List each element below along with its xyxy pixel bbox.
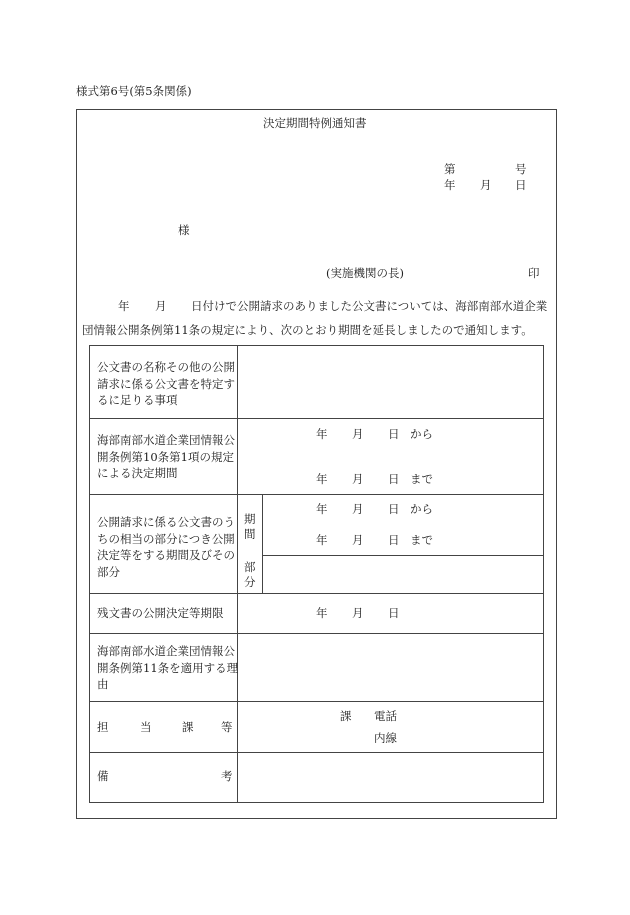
- extension-label: 内線: [374, 731, 397, 745]
- part-label: 部分: [244, 560, 256, 589]
- r2-until: まで: [410, 472, 433, 486]
- r3-year-2: 年: [316, 533, 328, 547]
- phone-label: 電話: [374, 709, 397, 723]
- implementer-label: (実施機関の長): [326, 266, 404, 280]
- r4-day: 日: [388, 606, 400, 620]
- body-month: 月: [155, 299, 167, 313]
- r2-year-2: 年: [316, 472, 328, 486]
- body-line-2: 団情報公開条例第11条の規定により、次のとおり期間を延長しましたので通知します。: [82, 323, 533, 337]
- r4-year: 年: [316, 606, 328, 620]
- tanto-char-2: 当: [140, 720, 152, 734]
- r2-month-1: 月: [352, 427, 364, 441]
- date-day: 日: [515, 178, 527, 192]
- r4-month: 月: [352, 606, 364, 620]
- date-year: 年: [444, 178, 456, 192]
- addressee-sama: 様: [178, 223, 190, 237]
- info-table: [89, 345, 544, 803]
- r3-day-2: 日: [388, 533, 400, 547]
- row-remaining-deadline-label: 残文書の公開決定等期限: [97, 606, 224, 620]
- document-title: 決定期間特例通知書: [263, 116, 367, 130]
- biko-char-1: 備: [97, 769, 109, 783]
- r2-year-1: 年: [316, 427, 328, 441]
- tanto-char-1: 担: [97, 720, 109, 734]
- r2-from: から: [410, 427, 433, 441]
- number-go: 号: [515, 162, 527, 176]
- row-reason-label: 海部南部水道企業団情報公開条例第11条を適用する理由: [97, 644, 239, 691]
- r3-from: から: [410, 502, 433, 516]
- seal-mark: 印: [528, 266, 540, 280]
- tanto-char-3: 課: [182, 720, 194, 734]
- r2-month-2: 月: [352, 472, 364, 486]
- body-year: 年: [118, 299, 130, 313]
- ka-label: 課: [340, 709, 352, 723]
- r2-day-1: 日: [388, 427, 400, 441]
- biko-char-2: 考: [221, 769, 233, 783]
- row-partial-decision-label: 公開請求に係る公文書のうちの相当の部分につき公開決定等をする期間及びその部分: [97, 515, 235, 579]
- row-decision-period-label: 海部南部水道企業団情報公開条例第10条第1項の規定による決定期間: [97, 433, 235, 480]
- r3-month-1: 月: [352, 502, 364, 516]
- r3-day-1: 日: [388, 502, 400, 516]
- tanto-char-4: 等: [221, 720, 233, 734]
- r3-until: まで: [410, 533, 433, 547]
- date-month: 月: [480, 178, 492, 192]
- body-line-1-rest: 日付けで公開請求のありました公文書については、海部南部水道企業: [191, 299, 548, 313]
- r3-year-1: 年: [316, 502, 328, 516]
- r3-month-2: 月: [352, 533, 364, 547]
- number-dai: 第: [444, 162, 456, 176]
- r2-day-2: 日: [388, 472, 400, 486]
- form-number: 様式第6号(第5条関係): [76, 84, 192, 98]
- row-document-name-label: 公文書の名称その他の公開請求に係る公文書を特定するに足りる事項: [97, 360, 235, 407]
- period-label: 期間: [244, 512, 256, 541]
